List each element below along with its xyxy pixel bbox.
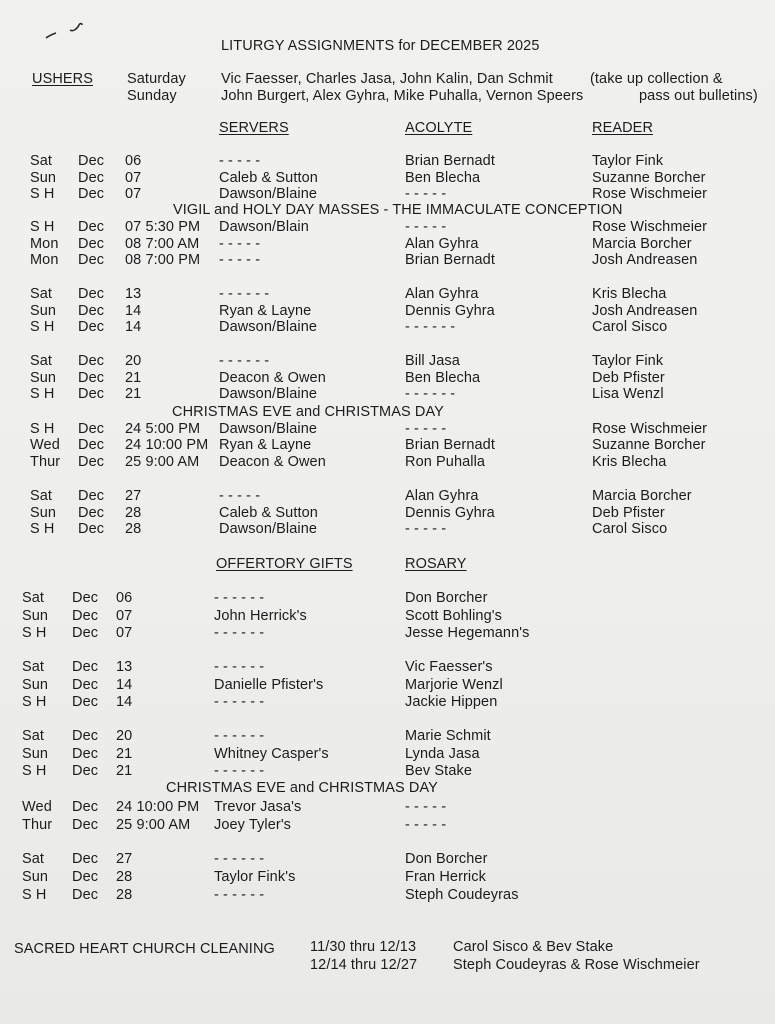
- row-day: Wed: [22, 799, 52, 815]
- row-month: Dec: [78, 153, 105, 169]
- row-offertory-gifts: - - - - - -: [214, 659, 265, 675]
- row-day: Mon: [30, 236, 59, 252]
- row-month: Dec: [78, 252, 105, 268]
- row-day: Mon: [30, 252, 59, 268]
- row-day: Sun: [22, 746, 49, 762]
- row-servers: - - - - - -: [219, 286, 270, 302]
- section-banner: VIGIL and HOLY DAY MASSES - THE IMMACULATE CONCEPTION: [173, 202, 623, 218]
- row-date: 21: [125, 370, 142, 386]
- row-rosary: Marie Schmit: [405, 728, 491, 744]
- row-month: Dec: [72, 817, 99, 833]
- row-servers: Dawson/Blaine: [219, 421, 318, 437]
- row-reader: Rose Wischmeier: [592, 421, 708, 437]
- row-day: Wed: [30, 437, 60, 453]
- row-reader: Suzanne Borcher: [592, 437, 706, 453]
- row-day: S H: [30, 219, 55, 235]
- row-rosary: Marjorie Wenzl: [405, 677, 503, 693]
- row-day: Sat: [30, 153, 53, 169]
- row-offertory-gifts: John Herrick's: [214, 608, 307, 624]
- row-acolyte: Ben Blecha: [405, 170, 481, 186]
- ushers-names: John Burgert, Alex Gyhra, Mike Puhalla, Vernon Speers: [221, 88, 584, 104]
- row-month: Dec: [72, 869, 99, 885]
- row-offertory-gifts: Taylor Fink's: [214, 869, 296, 885]
- row-servers: - - - - -: [219, 153, 261, 169]
- row-reader: Suzanne Borcher: [592, 170, 706, 186]
- row-acolyte: Ben Blecha: [405, 370, 481, 386]
- row-acolyte: Brian Bernadt: [405, 252, 495, 268]
- row-month: Dec: [72, 659, 99, 675]
- row-day: Sat: [22, 590, 45, 606]
- row-month: Dec: [72, 851, 99, 867]
- row-month: Dec: [72, 763, 99, 779]
- row-acolyte: Bill Jasa: [405, 353, 460, 369]
- row-day: S H: [30, 421, 55, 437]
- row-date: 08 7:00 PM: [125, 252, 201, 268]
- row-month: Dec: [72, 608, 99, 624]
- row-acolyte: - - - - -: [405, 186, 447, 202]
- row-month: Dec: [78, 437, 105, 453]
- row-date: 24 10:00 PM: [125, 437, 209, 453]
- row-acolyte: - - - - - -: [405, 319, 456, 335]
- row-rosary: Steph Coudeyras: [405, 887, 519, 903]
- ushers-note: pass out bulletins): [639, 88, 758, 104]
- row-servers: Dawson/Blaine: [219, 521, 318, 537]
- row-month: Dec: [78, 319, 105, 335]
- row-rosary: Fran Herrick: [405, 869, 486, 885]
- row-day: Sat: [30, 286, 53, 302]
- row-servers: Caleb & Sutton: [219, 170, 318, 186]
- row-offertory-gifts: Danielle Pfister's: [214, 677, 324, 693]
- row-acolyte: Dennis Gyhra: [405, 303, 495, 319]
- offertory-gifts-header: OFFERTORY GIFTS: [216, 556, 353, 572]
- row-reader: Marcia Borcher: [592, 236, 692, 252]
- row-day: Sun: [30, 303, 57, 319]
- row-day: Sun: [30, 370, 57, 386]
- row-rosary: Don Borcher: [405, 590, 488, 606]
- row-date: 28: [125, 505, 142, 521]
- row-reader: Josh Andreasen: [592, 303, 698, 319]
- row-day: S H: [22, 887, 47, 903]
- row-rosary: Scott Bohling's: [405, 608, 502, 624]
- row-date: 06: [116, 590, 133, 606]
- row-rosary: Jackie Hippen: [405, 694, 498, 710]
- row-offertory-gifts: - - - - - -: [214, 590, 265, 606]
- row-acolyte: Brian Bernadt: [405, 437, 495, 453]
- row-offertory-gifts: Joey Tyler's: [214, 817, 292, 833]
- row-day: Sat: [30, 353, 53, 369]
- row-date: 25 9:00 AM: [116, 817, 191, 833]
- row-servers: - - - - -: [219, 252, 261, 268]
- row-date: 07: [116, 625, 133, 641]
- row-month: Dec: [78, 386, 105, 402]
- row-reader: Carol Sisco: [592, 319, 668, 335]
- row-month: Dec: [78, 488, 105, 504]
- row-rosary: Don Borcher: [405, 851, 488, 867]
- row-servers: Ryan & Layne: [219, 303, 312, 319]
- row-month: Dec: [78, 219, 105, 235]
- row-date: 06: [125, 153, 142, 169]
- row-servers: Dawson/Blain: [219, 219, 309, 235]
- row-acolyte: Alan Gyhra: [405, 236, 479, 252]
- row-month: Dec: [72, 728, 99, 744]
- row-month: Dec: [78, 286, 105, 302]
- row-date: 07 5:30 PM: [125, 219, 201, 235]
- row-date: 20: [116, 728, 133, 744]
- row-date: 07: [116, 608, 133, 624]
- row-day: Sat: [22, 728, 45, 744]
- ushers-heading: USHERS: [32, 71, 94, 87]
- row-reader: Josh Andreasen: [592, 252, 698, 268]
- row-month: Dec: [78, 454, 105, 470]
- row-servers: - - - - - -: [219, 353, 270, 369]
- row-reader: Deb Pfister: [592, 370, 665, 386]
- rosary-header: ROSARY: [405, 556, 467, 572]
- row-date: 25 9:00 AM: [125, 454, 200, 470]
- row-rosary: Lynda Jasa: [405, 746, 480, 762]
- page-title: LITURGY ASSIGNMENTS for DECEMBER 2025: [221, 38, 540, 54]
- row-day: S H: [30, 386, 55, 402]
- row-day: Sat: [22, 851, 45, 867]
- row-date: 13: [116, 659, 133, 675]
- row-rosary: Jesse Hegemann's: [405, 625, 530, 641]
- row-rosary: Vic Faesser's: [405, 659, 493, 675]
- row-day: Sun: [22, 869, 49, 885]
- row-month: Dec: [78, 370, 105, 386]
- row-month: Dec: [78, 303, 105, 319]
- row-offertory-gifts: Trevor Jasa's: [214, 799, 302, 815]
- ushers-day: Saturday: [127, 71, 186, 87]
- row-date: 27: [125, 488, 142, 504]
- row-rosary: - - - - -: [405, 799, 447, 815]
- cleaning-range: 12/14 thru 12/27: [310, 957, 418, 973]
- row-acolyte: Dennis Gyhra: [405, 505, 495, 521]
- row-date: 21: [116, 746, 133, 762]
- row-day: S H: [22, 694, 47, 710]
- row-servers: - - - - -: [219, 488, 261, 504]
- row-rosary: - - - - -: [405, 817, 447, 833]
- row-offertory-gifts: - - - - - -: [214, 851, 265, 867]
- row-servers: Ryan & Layne: [219, 437, 312, 453]
- row-date: 08 7:00 AM: [125, 236, 200, 252]
- row-acolyte: - - - - -: [405, 521, 447, 537]
- row-day: Sun: [22, 608, 49, 624]
- row-date: 14: [116, 677, 133, 693]
- row-month: Dec: [72, 694, 99, 710]
- section-banner: CHRISTMAS EVE and CHRISTMAS DAY: [166, 780, 438, 796]
- row-month: Dec: [72, 746, 99, 762]
- row-acolyte: Alan Gyhra: [405, 286, 479, 302]
- row-offertory-gifts: - - - - - -: [214, 625, 265, 641]
- row-day: S H: [30, 319, 55, 335]
- row-reader: Taylor Fink: [592, 153, 664, 169]
- row-offertory-gifts: Whitney Casper's: [214, 746, 329, 762]
- row-date: 24 10:00 PM: [116, 799, 200, 815]
- row-offertory-gifts: - - - - - -: [214, 887, 265, 903]
- row-reader: Lisa Wenzl: [592, 386, 664, 402]
- row-month: Dec: [72, 887, 99, 903]
- row-acolyte: - - - - - -: [405, 386, 456, 402]
- row-day: Sun: [22, 677, 49, 693]
- row-reader: Deb Pfister: [592, 505, 665, 521]
- row-servers: Dawson/Blaine: [219, 319, 318, 335]
- cleaning-heading: SACRED HEART CHURCH CLEANING: [14, 941, 275, 957]
- row-servers: Caleb & Sutton: [219, 505, 318, 521]
- ushers-names: Vic Faesser, Charles Jasa, John Kalin, Dan Schmit: [221, 71, 553, 87]
- row-rosary: Bev Stake: [405, 763, 472, 779]
- row-date: 27: [116, 851, 133, 867]
- reader-header: READER: [592, 120, 654, 136]
- row-reader: Kris Blecha: [592, 454, 667, 470]
- ushers-note: (take up collection &: [590, 71, 723, 87]
- row-servers: - - - - -: [219, 236, 261, 252]
- row-day: Sun: [30, 170, 57, 186]
- row-date: 14: [125, 319, 142, 335]
- row-month: Dec: [72, 625, 99, 641]
- row-month: Dec: [72, 590, 99, 606]
- row-day: S H: [22, 625, 47, 641]
- section-banner: CHRISTMAS EVE and CHRISTMAS DAY: [172, 404, 444, 420]
- row-acolyte: Alan Gyhra: [405, 488, 479, 504]
- row-day: Sun: [30, 505, 57, 521]
- row-acolyte: Ron Puhalla: [405, 454, 486, 470]
- row-reader: Rose Wischmeier: [592, 186, 708, 202]
- row-date: 14: [125, 303, 142, 319]
- cleaning-names: Carol Sisco & Bev Stake: [453, 939, 614, 955]
- row-servers: Deacon & Owen: [219, 454, 326, 470]
- row-day: Sat: [22, 659, 45, 675]
- row-date: 07: [125, 170, 142, 186]
- row-offertory-gifts: - - - - - -: [214, 694, 265, 710]
- row-day: S H: [30, 521, 55, 537]
- row-month: Dec: [78, 505, 105, 521]
- row-date: 24 5:00 PM: [125, 421, 201, 437]
- row-date: 28: [125, 521, 142, 537]
- row-month: Dec: [78, 421, 105, 437]
- row-offertory-gifts: - - - - - -: [214, 728, 265, 744]
- row-date: 14: [116, 694, 133, 710]
- row-servers: Deacon & Owen: [219, 370, 326, 386]
- row-month: Dec: [72, 799, 99, 815]
- servers-header: SERVERS: [219, 120, 289, 136]
- row-date: 07: [125, 186, 142, 202]
- cleaning-range: 11/30 thru 12/13: [310, 939, 417, 955]
- row-acolyte: - - - - -: [405, 219, 447, 235]
- row-acolyte: Brian Bernadt: [405, 153, 495, 169]
- row-reader: Kris Blecha: [592, 286, 667, 302]
- row-day: S H: [22, 763, 47, 779]
- row-date: 20: [125, 353, 142, 369]
- row-day: Sat: [30, 488, 53, 504]
- row-reader: Rose Wischmeier: [592, 219, 708, 235]
- row-servers: Dawson/Blaine: [219, 186, 318, 202]
- row-acolyte: - - - - -: [405, 421, 447, 437]
- ushers-day: Sunday: [127, 88, 177, 104]
- row-day: Thur: [30, 454, 61, 470]
- row-date: 13: [125, 286, 142, 302]
- row-reader: Marcia Borcher: [592, 488, 692, 504]
- row-day: S H: [30, 186, 55, 202]
- row-offertory-gifts: - - - - - -: [214, 763, 265, 779]
- cleaning-names: Steph Coudeyras & Rose Wischmeier: [453, 957, 700, 973]
- row-month: Dec: [78, 170, 105, 186]
- row-month: Dec: [78, 353, 105, 369]
- row-day: Thur: [22, 817, 53, 833]
- row-servers: Dawson/Blaine: [219, 386, 318, 402]
- row-month: Dec: [72, 677, 99, 693]
- row-month: Dec: [78, 186, 105, 202]
- row-reader: Taylor Fink: [592, 353, 664, 369]
- row-month: Dec: [78, 521, 105, 537]
- row-date: 21: [125, 386, 142, 402]
- row-date: 21: [116, 763, 133, 779]
- row-date: 28: [116, 887, 133, 903]
- row-reader: Carol Sisco: [592, 521, 668, 537]
- row-month: Dec: [78, 236, 105, 252]
- acolyte-header: ACOLYTE: [405, 120, 473, 136]
- row-date: 28: [116, 869, 133, 885]
- pen-mark-icon: [44, 20, 94, 44]
